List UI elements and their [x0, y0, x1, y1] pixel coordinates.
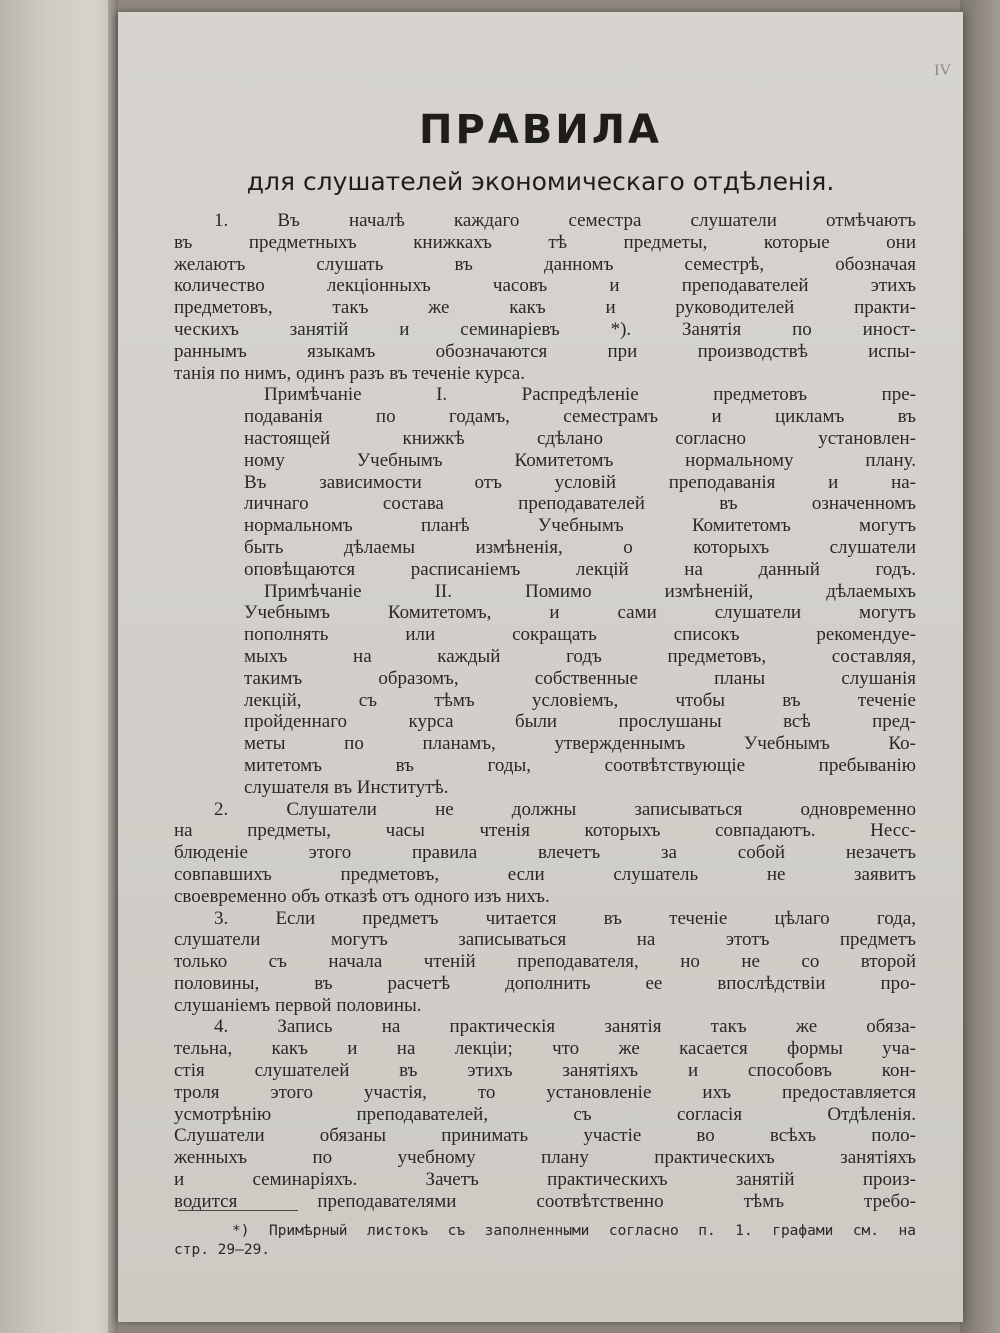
note-line: Примѣчаніе I. Распредѣленіе предметовъ пре- — [264, 384, 916, 406]
text-line: блюденіе этого правила влечетъ за собой незачетъ — [174, 842, 916, 864]
text-line: усмотрѣнію преподавателей, съ согласія Отдѣленія. — [174, 1103, 916, 1125]
text-line: танія по нимъ, одинъ разъ въ теченіе курса. — [174, 362, 525, 384]
page-number: IV — [934, 62, 951, 79]
text-line: раннымъ языкамъ обозначаются при производствѣ испы- — [174, 340, 916, 362]
text-line: половины, въ расчетѣ дополнить ее впослѣдствіи про- — [174, 972, 916, 994]
page-subtitle: для слушателей экономическаго отдѣленія. — [246, 167, 835, 196]
note-line: настоящей книжкѣ сдѣлано согласно установлен- — [244, 427, 916, 449]
note-line: лекцій, съ тѣмъ условіемъ, чтобы въ теченіе — [244, 689, 916, 711]
text-line: 4. Запись на практическія занятія такъ же обяза- — [214, 1016, 916, 1038]
document-page — [118, 12, 963, 1322]
text-line: слушаніемъ первой половины. — [174, 994, 422, 1016]
page-title: ПРАВИЛА — [419, 107, 662, 153]
text-line: совпавшихъ предметовъ, если слушатель не заявитъ — [174, 863, 916, 885]
note-line: пройденнаго курса были прослушаны всѣ пред- — [244, 711, 916, 733]
footnote-divider — [178, 1210, 298, 1211]
footnote-line: *) Примѣрный листокъ съ заполненными согласно п. 1. графами см. на — [232, 1223, 916, 1239]
text-line: стія слушателей въ этихъ занятіяхъ и способовъ кон- — [174, 1060, 916, 1082]
text-line: желаютъ слушать въ данномъ семестрѣ, обозначая — [174, 253, 916, 275]
text-line: слушатели могутъ записываться на этотъ предметъ — [174, 929, 916, 951]
note-line: пополнять или сокращать списокъ рекомендуе- — [244, 624, 916, 646]
facing-page — [0, 0, 116, 1333]
note-line: Учебнымъ Комитетомъ, и сами слушатели могутъ — [244, 602, 916, 624]
page-gutter — [108, 0, 118, 1333]
text-line: Слушатели обязаны принимать участіе во всѣхъ поло- — [174, 1125, 916, 1147]
text-line: 1. Въ началѣ каждаго семестра слушатели отмѣчаютъ — [214, 210, 916, 231]
text-line: ческихъ занятій и семинаріевъ *). Занятія по иност- — [174, 318, 916, 340]
note-line: такимъ образомъ, собственные планы слушанія — [244, 667, 916, 689]
body-text — [174, 210, 916, 1213]
note-line: меты по планамъ, утвержденнымъ Учебнымъ Ко- — [244, 733, 916, 755]
text-line: троля этого участія, то установленіе ихъ предоставляется — [174, 1081, 916, 1103]
text-line: и семинаріяхъ. Зачетъ практическихъ занятій произ- — [174, 1169, 916, 1191]
note-line: слушателя въ Институтѣ. — [244, 776, 449, 798]
note-line: Примѣчаніе II. Помимо измѣненій, дѣлаемыхъ — [264, 580, 916, 602]
text-line: въ предметныхъ книжкахъ тѣ предметы, которые они — [174, 231, 916, 253]
note-line: оповѣщаются расписаніемъ лекцій на данный годъ. — [244, 558, 916, 580]
note-line: Въ зависимости отъ условій преподаванія и на- — [244, 471, 916, 493]
text-line: водится преподавателями соотвѣтственно тѣмъ требо- — [174, 1190, 916, 1212]
note-line: митетомъ въ годы, соотвѣтствующіе пребыванію — [244, 754, 916, 776]
text-line: количество лекціонныхъ часовъ и преподавателей этихъ — [174, 275, 916, 297]
text-line: своевременно объ отказѣ отъ одного изъ нихъ. — [174, 885, 550, 907]
note-line: быть дѣлаемы измѣненія, о которыхъ слушатели — [244, 536, 916, 558]
note-line: личнаго состава преподавателей въ означенномъ — [244, 493, 916, 515]
footnote — [174, 1222, 916, 1260]
text-line: предметовъ, такъ же какъ и руководителей практи- — [174, 297, 916, 319]
background-surface — [960, 0, 1000, 1333]
footnote-line: стр. 29—29. — [174, 1242, 271, 1258]
note-line: подаванія по годамъ, семестрамъ и цикламъ въ — [244, 406, 916, 428]
note-line: нормальномъ планѣ Учебнымъ Комитетомъ могутъ — [244, 515, 916, 537]
text-line: 3. Если предметъ читается въ теченіе цѣлаго года, — [214, 907, 916, 929]
text-line: на предметы, часы чтенія которыхъ совпадаютъ. Несс- — [174, 820, 916, 842]
note-line: ному Учебнымъ Комитетомъ нормальному плану. — [244, 449, 916, 471]
note-line: мыхъ на каждый годъ предметовъ, составляя, — [244, 645, 916, 667]
text-line: женныхъ по учебному плану практическихъ занятіяхъ — [174, 1147, 916, 1169]
text-line: тельна, какъ и на лекціи; что же касается формы уча- — [174, 1038, 916, 1060]
text-line: только съ начала чтеній преподавателя, но не со второй — [174, 951, 916, 973]
text-line: 2. Слушатели не должны записываться одновременно — [214, 798, 916, 820]
